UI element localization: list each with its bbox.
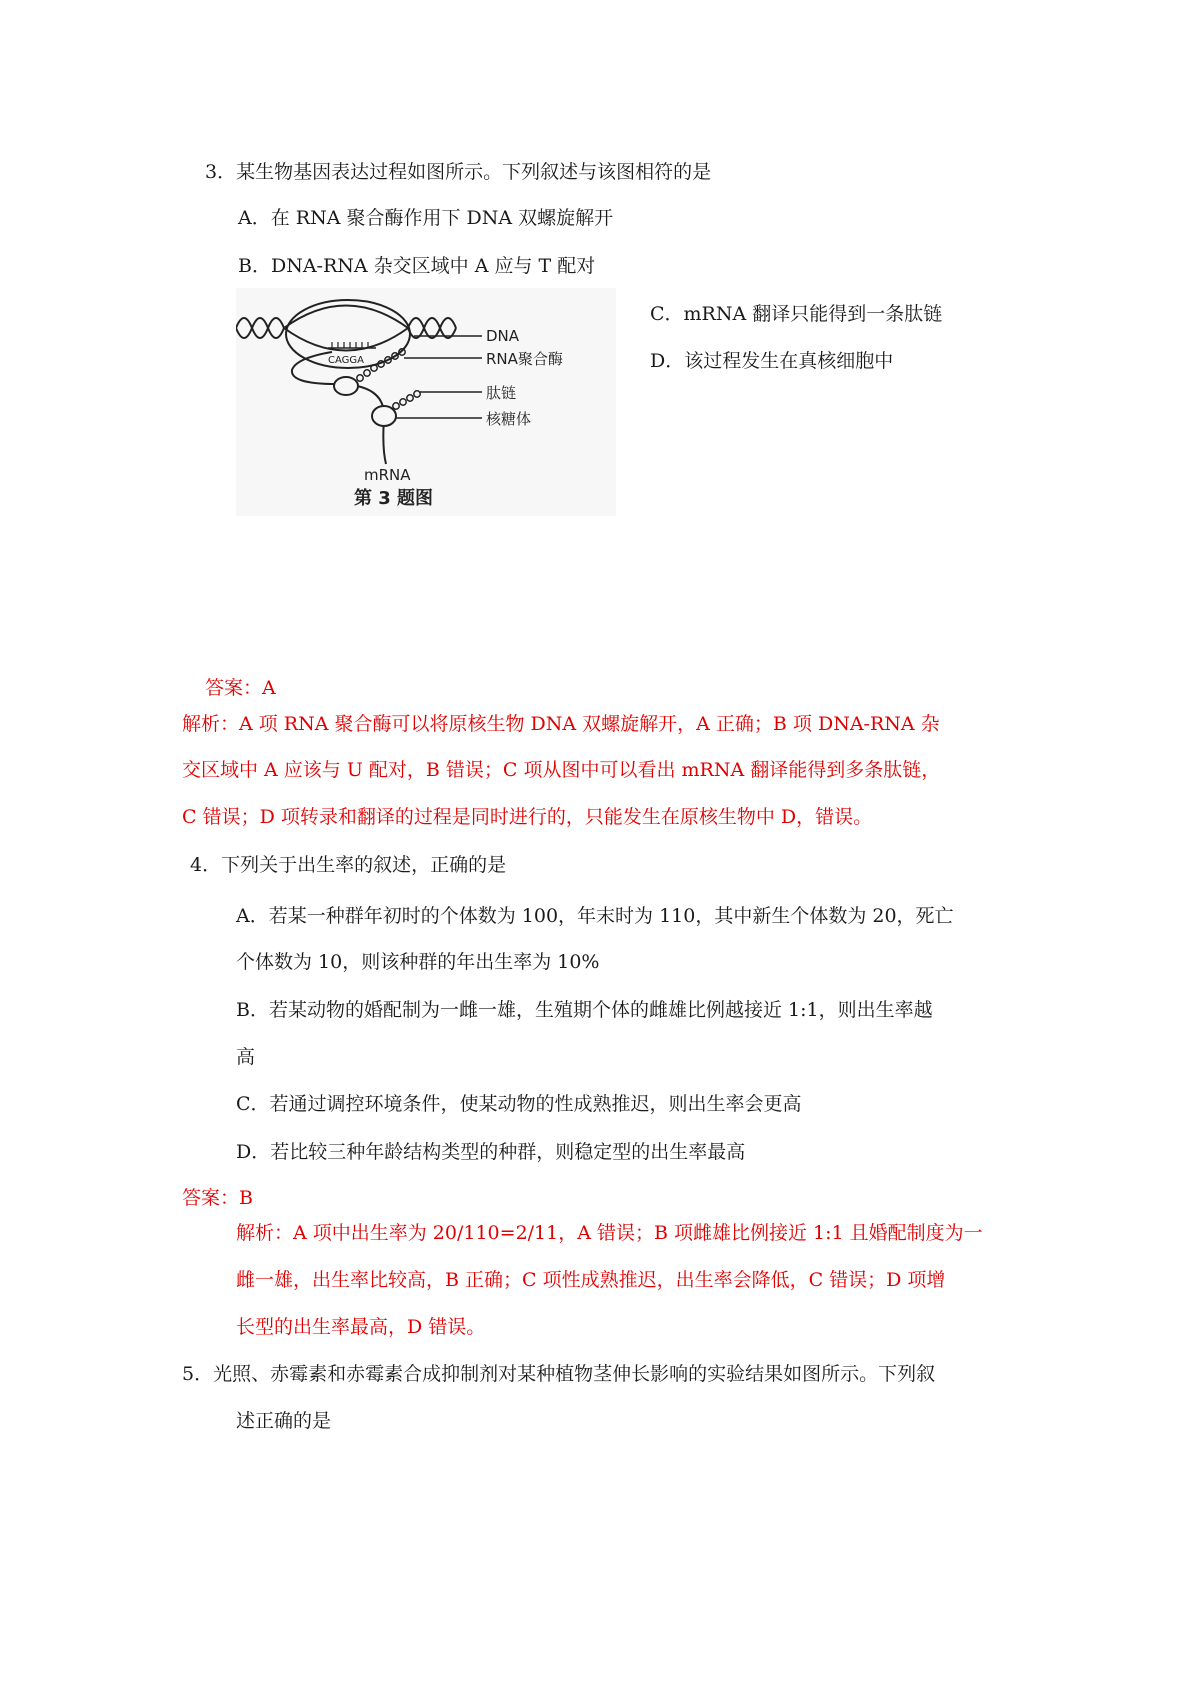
q3-stem: 3．某生物基因表达过程如图所示。下列叙述与该图相符的是 xyxy=(205,161,712,183)
q4-option-d: D．若比较三种年龄结构类型的种群，则稳定型的出生率最高 xyxy=(236,1141,746,1163)
q4-option-a-line1: A．若某一种群年初时的个体数为 100，年末时为 110，其中新生个体数为 20，死亡 xyxy=(236,905,954,927)
q4-option-c: C．若通过调控环境条件，使某动物的性成熟推迟，则出生率会更高 xyxy=(236,1093,802,1115)
q3-option-c: C．mRNA 翻译只能得到一条肽链 xyxy=(650,303,943,325)
q4-analysis-line1: 解析：A 项中出生率为 20/110=2/11，A 错误；B 项雌雄比例接近 1:1 且婚配制度为一 xyxy=(236,1222,983,1244)
dna-sequence-label: CAGGA xyxy=(328,355,364,366)
q4-option-a-line2: 个体数为 10，则该种群的年出生率为 10% xyxy=(236,951,600,973)
rna-polymerase-label: RNA聚合酶 xyxy=(486,350,563,368)
ribosome-label: 核糖体 xyxy=(486,410,532,428)
q3-option-a: A．在 RNA 聚合酶作用下 DNA 双螺旋解开 xyxy=(238,207,614,229)
mrna-label: mRNA xyxy=(364,466,411,484)
q3-option-b: B．DNA-RNA 杂交区域中 A 应与 T 配对 xyxy=(238,255,596,277)
q4-answer: 答案：B xyxy=(182,1187,253,1209)
figure-caption: 第 3 题图 xyxy=(354,488,434,509)
peptide-label: 肽链 xyxy=(486,384,517,402)
q3-analysis-line3: C 错误；D 项转录和翻译的过程是同时进行的，只能发生在原核生物中 D，错误。 xyxy=(182,806,873,828)
gene-expression-figure xyxy=(236,288,616,516)
q4-option-b-line1: B．若某动物的婚配制为一雌一雄，生殖期个体的雌雄比例越接近 1:1，则出生率越 xyxy=(236,999,933,1021)
q3-analysis-line1: 解析：A 项 RNA 聚合酶可以将原核生物 DNA 双螺旋解开，A 正确；B 项 DNA-RNA 杂 xyxy=(182,713,940,735)
q3-analysis-line2: 交区域中 A 应该与 U 配对，B 错误；C 项从图中可以看出 mRNA 翻译能得到多条肽链， xyxy=(182,759,941,781)
q4-option-b-line2: 高 xyxy=(236,1046,256,1068)
q5-stem-line1: 5．光照、赤霉素和赤霉素合成抑制剂对某种植物茎伸长影响的实验结果如图所示。下列叙 xyxy=(182,1363,936,1385)
q4-analysis-line2: 雌一雄，出生率比较高，B 正确；C 项性成熟推迟，出生率会降低，C 错误；D 项增 xyxy=(236,1269,946,1291)
q3-option-d: D．该过程发生在真核细胞中 xyxy=(650,350,894,372)
q4-stem: 4．下列关于出生率的叙述，正确的是 xyxy=(190,854,507,876)
dna-label: DNA xyxy=(486,327,520,345)
q4-analysis-line3: 长型的出生率最高，D 错误。 xyxy=(236,1316,486,1338)
q3-answer: 答案：A xyxy=(205,677,276,699)
q5-stem-line2: 述正确的是 xyxy=(236,1410,332,1432)
